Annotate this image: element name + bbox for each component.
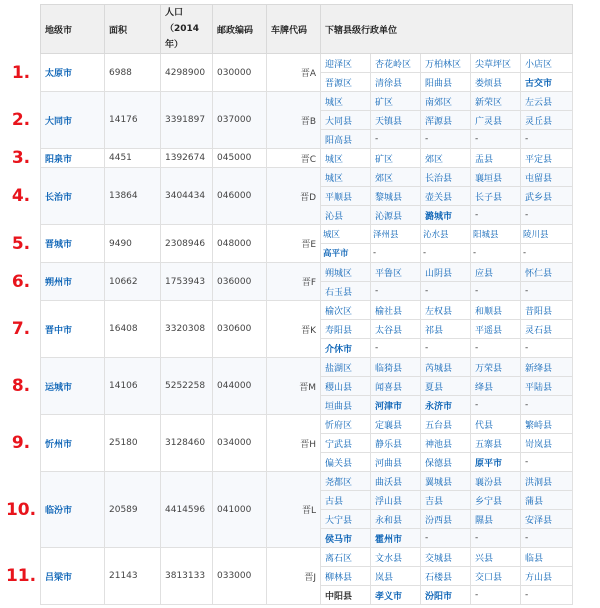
county-link[interactable]: 平鲁区 <box>371 263 421 282</box>
area-cell: 4451 <box>105 149 161 168</box>
postcode-cell: 033000 <box>213 548 267 605</box>
county-link[interactable]: 离石区 <box>321 548 371 567</box>
population-cell: 3404434 <box>161 168 213 225</box>
area-cell: 16408 <box>105 301 161 358</box>
empty-cell: - <box>421 244 471 263</box>
county-link[interactable]: 大同县 <box>321 111 371 130</box>
county-link[interactable]: 晋源区 <box>321 73 371 92</box>
area-cell: 14176 <box>105 92 161 149</box>
plate-cell: 晋K <box>267 301 321 358</box>
county-link[interactable]: 介休市 <box>321 339 371 358</box>
table-row <box>41 92 573 111</box>
empty-cell: - <box>521 282 573 301</box>
table-row <box>41 225 573 244</box>
county-link[interactable]: 朔城区 <box>321 263 371 282</box>
empty-cell: - <box>471 586 521 605</box>
table-row <box>41 472 573 491</box>
area-cell: 13864 <box>105 168 161 225</box>
county-link[interactable]: 榆次区 <box>321 301 371 320</box>
city-cell[interactable]: 太原市 <box>41 54 105 92</box>
county-link[interactable]: 屯留县 <box>521 168 573 187</box>
county-link[interactable]: 应县 <box>471 263 521 282</box>
row-number: 9. <box>11 433 31 453</box>
population-cell: 3320308 <box>161 301 213 358</box>
empty-cell: - <box>471 396 521 415</box>
table-row <box>41 415 573 434</box>
county-link[interactable]: 万柏林区 <box>421 54 471 73</box>
county-link[interactable]: 广灵县 <box>471 111 521 130</box>
postcode-cell: 030000 <box>213 54 267 92</box>
header-population: 人口（2014年） <box>161 5 213 54</box>
county-link[interactable]: 永和县 <box>371 510 421 529</box>
row-number: 8. <box>11 376 31 396</box>
county-link[interactable]: 汾阳市 <box>421 586 471 605</box>
county-link[interactable]: 古交市 <box>521 73 573 92</box>
population-cell: 4414596 <box>161 472 213 548</box>
county-link[interactable]: 寿阳县 <box>321 320 371 339</box>
county-link[interactable]: 繁峙县 <box>521 415 573 434</box>
county-link[interactable]: 侯马市 <box>321 529 371 548</box>
county-link[interactable]: 岢岚县 <box>521 434 573 453</box>
county-link[interactable]: 夏县 <box>421 377 471 396</box>
row-number: 11. <box>5 566 37 586</box>
plate-cell: 晋F <box>267 263 321 301</box>
county-link[interactable]: 万荣县 <box>471 358 521 377</box>
empty-cell: - <box>421 529 471 548</box>
empty-cell: - <box>521 586 573 605</box>
county-link[interactable]: 绛县 <box>471 377 521 396</box>
row-number: 4. <box>11 186 31 206</box>
empty-cell: - <box>521 529 573 548</box>
county-link[interactable]: 平顺县 <box>321 187 371 206</box>
city-cell[interactable]: 忻州市 <box>41 415 105 472</box>
empty-cell: - <box>421 282 471 301</box>
row-number: 5. <box>11 233 31 254</box>
county-link[interactable]: 乡宁县 <box>471 491 521 510</box>
area-cell: 6988 <box>105 54 161 92</box>
postcode-cell: 034000 <box>213 415 267 472</box>
empty-cell: - <box>521 206 573 225</box>
header-subdivisions: 下辖县级行政单位 <box>321 5 573 54</box>
area-cell: 21143 <box>105 548 161 605</box>
county-link[interactable]: 昔阳县 <box>521 301 573 320</box>
county-link[interactable]: 阳城县 <box>471 225 521 244</box>
county-link[interactable]: 交城县 <box>421 548 471 567</box>
county-link[interactable]: 闻喜县 <box>371 377 421 396</box>
county-link[interactable]: 娄烦县 <box>471 73 521 92</box>
county-link[interactable]: 定襄县 <box>371 415 421 434</box>
county-link[interactable]: 古县 <box>321 491 371 510</box>
county-link[interactable]: 阳高县 <box>321 130 371 149</box>
population-cell: 1392674 <box>161 149 213 168</box>
empty-cell: - <box>521 396 573 415</box>
county-link[interactable]: 孝义市 <box>371 586 421 605</box>
prefecture-table <box>40 4 573 605</box>
header-plate: 车牌代码 <box>267 5 321 54</box>
county-link[interactable]: 霍州市 <box>371 529 421 548</box>
county-link[interactable]: 汾西县 <box>421 510 471 529</box>
empty-cell: - <box>521 130 573 149</box>
plate-cell: 晋D <box>267 168 321 225</box>
county-link[interactable]: 小店区 <box>521 54 573 73</box>
county-link[interactable]: 祁县 <box>421 320 471 339</box>
row-number: 1. <box>11 62 31 83</box>
county-link[interactable]: 迎泽区 <box>321 54 371 73</box>
city-cell[interactable]: 长治市 <box>41 168 105 225</box>
county-link[interactable]: 尖草坪区 <box>471 54 521 73</box>
county-link[interactable]: 石楼县 <box>421 567 471 586</box>
county-link[interactable]: 中阳县 <box>321 586 371 605</box>
plate-cell: 晋L <box>267 472 321 548</box>
county-link[interactable]: 代县 <box>471 415 521 434</box>
county-link[interactable]: 榆社县 <box>371 301 421 320</box>
county-link[interactable]: 平定县 <box>521 149 573 168</box>
empty-cell: - <box>471 206 521 225</box>
county-link[interactable]: 长治县 <box>421 168 471 187</box>
empty-cell: - <box>521 244 573 263</box>
city-cell[interactable]: 临汾市 <box>41 472 105 548</box>
county-link[interactable]: 文水县 <box>371 548 421 567</box>
county-link[interactable]: 河津市 <box>371 396 421 415</box>
empty-cell: - <box>371 339 421 358</box>
population-cell: 3813133 <box>161 548 213 605</box>
county-link[interactable]: 临猗县 <box>371 358 421 377</box>
county-link[interactable]: 杏花岭区 <box>371 54 421 73</box>
area-cell: 14106 <box>105 358 161 415</box>
county-link[interactable]: 曲沃县 <box>371 472 421 491</box>
county-link[interactable]: 原平市 <box>471 453 521 472</box>
empty-cell: - <box>471 282 521 301</box>
plate-cell: 晋J <box>267 548 321 605</box>
county-link[interactable]: 翼城县 <box>421 472 471 491</box>
table-row <box>41 168 573 187</box>
county-link[interactable]: 左权县 <box>421 301 471 320</box>
county-link[interactable]: 左云县 <box>521 92 573 111</box>
county-link[interactable]: 矿区 <box>371 149 421 168</box>
county-link[interactable]: 柳林县 <box>321 567 371 586</box>
postcode-cell: 037000 <box>213 92 267 149</box>
county-link[interactable]: 灵石县 <box>521 320 573 339</box>
table-row <box>41 301 573 320</box>
county-link[interactable]: 盐湖区 <box>321 358 371 377</box>
plate-cell: 晋C <box>267 149 321 168</box>
plate-cell: 晋B <box>267 92 321 149</box>
county-link[interactable]: 方山县 <box>521 567 573 586</box>
county-link[interactable]: 稷山县 <box>321 377 371 396</box>
row-number: 2. <box>11 110 31 130</box>
row-number: 6. <box>11 271 31 292</box>
empty-cell: - <box>521 453 573 472</box>
county-link[interactable]: 平陆县 <box>521 377 573 396</box>
county-link[interactable]: 城区 <box>321 225 371 244</box>
county-link[interactable]: 南郊区 <box>421 92 471 111</box>
city-cell[interactable]: 吕梁市 <box>41 548 105 605</box>
county-link[interactable]: 静乐县 <box>371 434 421 453</box>
area-cell: 10662 <box>105 263 161 301</box>
county-link[interactable]: 和顺县 <box>471 301 521 320</box>
plate-cell: 晋A <box>267 54 321 92</box>
table-row <box>41 263 573 282</box>
area-cell: 25180 <box>105 415 161 472</box>
county-link[interactable]: 阳曲县 <box>421 73 471 92</box>
county-link[interactable]: 交口县 <box>471 567 521 586</box>
county-link[interactable]: 宁武县 <box>321 434 371 453</box>
header-city: 地级市 <box>41 5 105 54</box>
county-link[interactable]: 城区 <box>321 149 371 168</box>
empty-cell: - <box>421 339 471 358</box>
county-link[interactable]: 高平市 <box>321 244 371 263</box>
county-link[interactable]: 武乡县 <box>521 187 573 206</box>
city-cell[interactable]: 晋中市 <box>41 301 105 358</box>
county-link[interactable]: 浑源县 <box>421 111 471 130</box>
row-number: 7. <box>11 319 31 339</box>
county-link[interactable]: 芮城县 <box>421 358 471 377</box>
county-link[interactable]: 长子县 <box>471 187 521 206</box>
postcode-cell: 046000 <box>213 168 267 225</box>
county-link[interactable]: 陵川县 <box>521 225 573 244</box>
county-link[interactable]: 郊区 <box>421 149 471 168</box>
city-cell[interactable]: 运城市 <box>41 358 105 415</box>
population-cell: 1753943 <box>161 263 213 301</box>
postcode-cell: 048000 <box>213 225 267 263</box>
county-link[interactable]: 河曲县 <box>371 453 421 472</box>
county-link[interactable]: 隰县 <box>471 510 521 529</box>
population-cell: 5252258 <box>161 358 213 415</box>
county-link[interactable]: 新荣区 <box>471 92 521 111</box>
county-link[interactable]: 壶关县 <box>421 187 471 206</box>
county-link[interactable]: 浮山县 <box>371 491 421 510</box>
county-link[interactable]: 山阴县 <box>421 263 471 282</box>
county-link[interactable]: 太谷县 <box>371 320 421 339</box>
table-row <box>41 54 573 73</box>
city-cell[interactable]: 阳泉市 <box>41 149 105 168</box>
county-link[interactable]: 五寨县 <box>471 434 521 453</box>
county-link[interactable]: 天镇县 <box>371 111 421 130</box>
population-cell: 3128460 <box>161 415 213 472</box>
county-link[interactable]: 洪洞县 <box>521 472 573 491</box>
header-postcode: 邮政编码 <box>213 5 267 54</box>
empty-cell: - <box>421 130 471 149</box>
county-link[interactable]: 城区 <box>321 168 371 187</box>
postcode-cell: 044000 <box>213 358 267 415</box>
area-cell: 20589 <box>105 472 161 548</box>
table-header-row <box>41 5 573 54</box>
county-link[interactable]: 襄垣县 <box>471 168 521 187</box>
county-link[interactable]: 矿区 <box>371 92 421 111</box>
county-link[interactable]: 五台县 <box>421 415 471 434</box>
table-row <box>41 548 573 567</box>
county-link[interactable]: 右玉县 <box>321 282 371 301</box>
county-link[interactable]: 黎城县 <box>371 187 421 206</box>
county-link[interactable]: 临县 <box>521 548 573 567</box>
population-cell: 3391897 <box>161 92 213 149</box>
empty-cell: - <box>521 339 573 358</box>
postcode-cell: 041000 <box>213 472 267 548</box>
county-link[interactable]: 兴县 <box>471 548 521 567</box>
plate-cell: 晋E <box>267 225 321 263</box>
county-link[interactable]: 灵丘县 <box>521 111 573 130</box>
county-link[interactable]: 清徐县 <box>371 73 421 92</box>
county-link[interactable]: 盂县 <box>471 149 521 168</box>
county-link[interactable]: 尧都区 <box>321 472 371 491</box>
county-link[interactable]: 沁县 <box>321 206 371 225</box>
plate-cell: 晋H <box>267 415 321 472</box>
county-link[interactable]: 沁水县 <box>421 225 471 244</box>
plate-cell: 晋M <box>267 358 321 415</box>
empty-cell: - <box>371 130 421 149</box>
table-row <box>41 358 573 377</box>
county-link[interactable]: 忻府区 <box>321 415 371 434</box>
county-link[interactable]: 泽州县 <box>371 225 421 244</box>
county-link[interactable]: 大宁县 <box>321 510 371 529</box>
row-number: 3. <box>11 148 31 168</box>
area-cell: 9490 <box>105 225 161 263</box>
population-cell: 2308946 <box>161 225 213 263</box>
county-link[interactable]: 垣曲县 <box>321 396 371 415</box>
empty-cell: - <box>471 130 521 149</box>
empty-cell: - <box>471 529 521 548</box>
row-number-column <box>0 0 40 608</box>
county-link[interactable]: 蒲县 <box>521 491 573 510</box>
county-link[interactable]: 沁源县 <box>371 206 421 225</box>
county-link[interactable]: 郊区 <box>371 168 421 187</box>
city-cell[interactable]: 晋城市 <box>41 225 105 263</box>
county-link[interactable]: 怀仁县 <box>521 263 573 282</box>
county-link[interactable]: 城区 <box>321 92 371 111</box>
county-link[interactable]: 神池县 <box>421 434 471 453</box>
county-link[interactable]: 新绛县 <box>521 358 573 377</box>
header-area: 面积 <box>105 5 161 54</box>
postcode-cell: 036000 <box>213 263 267 301</box>
empty-cell: - <box>471 244 521 263</box>
city-cell[interactable]: 大同市 <box>41 92 105 149</box>
empty-cell: - <box>371 244 421 263</box>
row-number: 10. <box>5 499 37 520</box>
empty-cell: - <box>471 339 521 358</box>
county-link[interactable]: 永济市 <box>421 396 471 415</box>
empty-cell: - <box>371 282 421 301</box>
population-cell: 4298900 <box>161 54 213 92</box>
postcode-cell: 030600 <box>213 301 267 358</box>
county-link[interactable]: 偏关县 <box>321 453 371 472</box>
county-link[interactable]: 吉县 <box>421 491 471 510</box>
county-link[interactable]: 平遥县 <box>471 320 521 339</box>
county-link[interactable]: 潞城市 <box>421 206 471 225</box>
city-cell[interactable]: 朔州市 <box>41 263 105 301</box>
county-link[interactable]: 保德县 <box>421 453 471 472</box>
county-link[interactable]: 岚县 <box>371 567 421 586</box>
table-row <box>41 149 573 168</box>
county-link[interactable]: 安泽县 <box>521 510 573 529</box>
postcode-cell: 045000 <box>213 149 267 168</box>
county-link[interactable]: 襄汾县 <box>471 472 521 491</box>
